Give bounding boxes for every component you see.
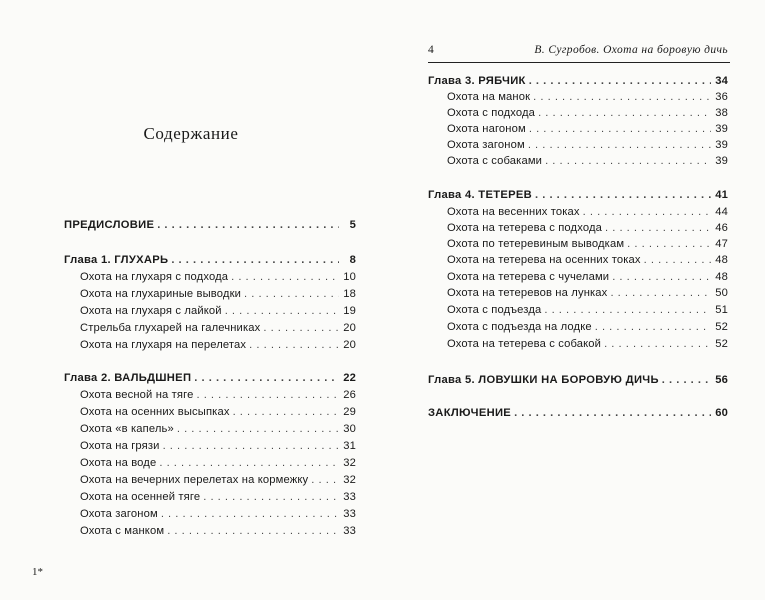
toc-entry-title: Охота с подъезда на лодке: [447, 321, 592, 333]
toc-entry-section: [447, 90, 728, 105]
toc-entry-title: Охота загоном: [447, 139, 525, 151]
toc-entry-section: [80, 304, 356, 319]
toc-entry-title: Охота с подъезда: [447, 304, 542, 316]
toc-entry-section: [80, 473, 356, 488]
toc-entry-section: [80, 388, 356, 403]
toc-entry-title: Глава 5. ЛОВУШКИ НА БОРОВУЮ ДИЧЬ: [428, 374, 659, 386]
toc-entry-page: 26: [343, 389, 356, 401]
page-number: 4: [428, 44, 434, 56]
toc-leader-dots: [225, 304, 339, 319]
toc-entry-page: 19: [343, 305, 356, 317]
toc-entry-page: 48: [715, 271, 728, 283]
toc-entry-title: Охота на тетеревов на лунках: [447, 287, 608, 299]
toc-entry-page: 29: [343, 406, 356, 418]
toc-leader-dots: [167, 524, 339, 539]
toc-leader-dots: [627, 237, 711, 252]
toc-leader-dots: [529, 74, 711, 89]
toc-entry-chapter: [64, 371, 356, 386]
toc-leader-dots: [545, 154, 711, 169]
toc-entry-section: [80, 456, 356, 471]
toc-entry-page: 39: [715, 123, 728, 135]
toc-leader-dots: [612, 270, 711, 285]
toc-entry-title: Охота «в капель»: [80, 423, 174, 435]
toc-entry-page: 52: [715, 338, 728, 350]
toc-entry-section: [447, 270, 728, 285]
running-title: В. Сугробов. Охота на боровую дичь: [534, 44, 728, 56]
toc-entry-page: 48: [715, 254, 728, 266]
toc-entry-foreword: [64, 218, 356, 233]
signature-mark: 1*: [32, 566, 43, 578]
toc-entry-title: Охота на воде: [80, 457, 157, 469]
toc-entry-title: ЗАКЛЮЧЕНИЕ: [428, 407, 512, 419]
toc-entry-section: [447, 303, 728, 318]
toc-entry-page: 56: [715, 374, 728, 386]
toc-entry-page: 30: [343, 423, 356, 435]
toc-entry-title: Охота на тетерева с собакой: [447, 338, 602, 350]
toc-entry-chapter: [428, 188, 728, 203]
toc-leader-dots: [662, 373, 711, 388]
toc-leader-dots: [244, 287, 339, 302]
toc-entry-page: 41: [715, 189, 728, 201]
toc-entry-page: 50: [715, 287, 728, 299]
toc-entry-page: 18: [343, 288, 356, 300]
toc-entry-section: [447, 237, 728, 252]
toc-entry-section: [80, 490, 356, 505]
toc-leader-dots: [544, 303, 711, 318]
toc-entry-section: [80, 338, 356, 353]
toc-leader-dots: [595, 320, 711, 335]
toc-entry-section: [80, 287, 356, 302]
toc-entry-section: [447, 106, 728, 121]
toc-entry-page: 20: [343, 339, 356, 351]
toc-entry-page: 44: [715, 206, 728, 218]
toc-entry-section: [80, 422, 356, 437]
toc-entry-page: 32: [343, 474, 356, 486]
toc-entry-title: Охота на глухаря на перелетах: [80, 339, 247, 351]
toc-entry-title: Глава 3. РЯБЧИК: [428, 75, 526, 87]
toc-entry-title: Охота с манком: [80, 525, 165, 537]
toc-leader-dots: [203, 490, 339, 505]
toc-leader-dots: [583, 205, 711, 220]
toc-entry-page: 52: [715, 321, 728, 333]
toc-leader-dots: [538, 106, 711, 121]
toc-entry-page: 8: [349, 254, 356, 266]
toc-leader-dots: [644, 253, 711, 268]
toc-entry-title: Охота нагоном: [447, 123, 526, 135]
contents-title: Содержание: [143, 124, 239, 143]
toc-entry-section: [447, 221, 728, 236]
toc-entry-page: 33: [343, 491, 356, 503]
toc-leader-dots: [610, 286, 711, 301]
toc-entry-title: Глава 2. ВАЛЬДШНЕП: [64, 372, 192, 384]
toc-entry-section: [447, 138, 728, 153]
toc-entry-title: Охота на манок: [447, 91, 531, 103]
toc-entry-title: Стрельба глухарей на галечниках: [80, 322, 261, 334]
toc-entry-section: [80, 270, 356, 285]
toc-entry-title: Охота по тетеревиным выводкам: [447, 238, 625, 250]
toc-leader-dots: [535, 188, 711, 203]
toc-entry-section: [447, 320, 728, 335]
toc-leader-dots: [163, 439, 339, 454]
toc-entry-chapter: [428, 74, 728, 89]
toc-leader-dots: [159, 456, 339, 471]
toc-entry-page: 34: [715, 75, 728, 87]
toc-entry-title: Охота на тетерева с подхода: [447, 222, 603, 234]
toc-leader-dots: [171, 253, 339, 268]
toc-entry-title: Охота на осенней тяге: [80, 491, 201, 503]
toc-entry-title: Охота на глухариные выводки: [80, 288, 242, 300]
toc-leader-dots: [233, 405, 339, 420]
toc-entry-section: [80, 507, 356, 522]
toc-entry-title: Охота с собаками: [447, 155, 543, 167]
toc-entry-chapter: [64, 253, 356, 268]
toc-leader-dots: [197, 388, 340, 403]
toc-entry-title: ПРЕДИСЛОВИЕ: [64, 219, 155, 231]
toc-leader-dots: [161, 507, 339, 522]
toc-entry-page: 60: [715, 407, 728, 419]
toc-entry-page: 39: [715, 139, 728, 151]
toc-entry-page: 47: [715, 238, 728, 250]
toc-entry-title: Охота с подхода: [447, 107, 536, 119]
toc-entry-title: Охота на грязи: [80, 440, 160, 452]
toc-leader-dots: [157, 218, 339, 233]
toc-entry-page: 22: [343, 372, 356, 384]
toc-entry-title: Охота на тетерева с чучелами: [447, 271, 610, 283]
toc-entry-title: Охота весной на тяге: [80, 389, 194, 401]
toc-entry-page: 33: [343, 508, 356, 520]
toc-leader-dots: [514, 406, 711, 421]
toc-entry-page: 32: [343, 457, 356, 469]
toc-entry-title: Охота на глухаря с подхода: [80, 271, 229, 283]
toc-leader-dots: [311, 473, 339, 488]
toc-entry-title: Глава 4. ТЕТЕРЕВ: [428, 189, 533, 201]
toc-entry-section: [80, 439, 356, 454]
toc-leader-dots: [263, 321, 339, 336]
toc-entry-conclusion: [428, 406, 728, 421]
toc-leader-dots: [529, 122, 711, 137]
toc-entry-page: 5: [349, 219, 356, 231]
toc-entry-title: Охота на вечерних перелетах на кормежку: [80, 474, 309, 486]
toc-leader-dots: [231, 270, 339, 285]
toc-entry-section: [447, 122, 728, 137]
toc-entry-section: [447, 286, 728, 301]
toc-entry-section: [80, 524, 356, 539]
toc-entry-section: [447, 337, 728, 352]
toc-entry-title: Охота на осенних высыпках: [80, 406, 230, 418]
toc-entry-page: 38: [715, 107, 728, 119]
toc-entry-page: 51: [715, 304, 728, 316]
toc-entry-section: [447, 253, 728, 268]
toc-entry-section: [447, 205, 728, 220]
toc-leader-dots: [605, 221, 711, 236]
toc-entry-page: 46: [715, 222, 728, 234]
toc-entry-page: 39: [715, 155, 728, 167]
toc-entry-title: Охота на глухаря с лайкой: [80, 305, 222, 317]
toc-entry-page: 33: [343, 525, 356, 537]
toc-leader-dots: [528, 138, 711, 153]
toc-entry-page: 31: [343, 440, 356, 452]
toc-leader-dots: [194, 371, 339, 386]
toc-entry-section: [80, 405, 356, 420]
toc-entry-page: 20: [343, 322, 356, 334]
toc-entry-page: 36: [715, 91, 728, 103]
toc-leader-dots: [604, 337, 711, 352]
toc-entry-title: Охота на тетерева на осенних токах: [447, 254, 641, 266]
left-page: [0, 0, 382, 600]
toc-leader-dots: [533, 90, 711, 105]
toc-leader-dots: [177, 422, 339, 437]
toc-leader-dots: [249, 338, 339, 353]
right-page: [382, 0, 765, 600]
toc-entry-section: [447, 154, 728, 169]
toc-entry-title: Охота на весенних токах: [447, 206, 580, 218]
toc-entry-title: Охота загоном: [80, 508, 158, 520]
toc-entry-section: [80, 321, 356, 336]
toc-entry-title: Глава 1. ГЛУХАРЬ: [64, 254, 169, 266]
toc-entry-page: 10: [343, 271, 356, 283]
toc-entry-chapter: [428, 373, 728, 388]
